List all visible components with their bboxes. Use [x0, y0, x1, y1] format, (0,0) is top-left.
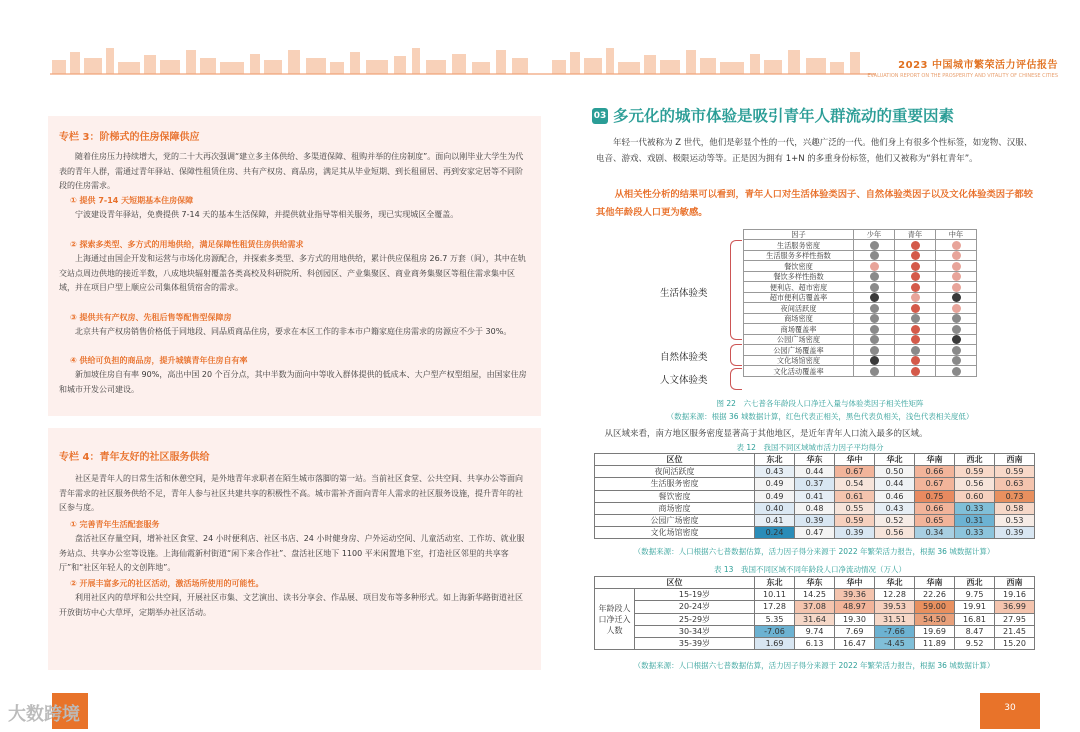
table12-cell: 0.50 [875, 466, 915, 478]
matrix-factor-label: 公园广场密度 [744, 334, 854, 345]
matrix-factor-label: 文化活动覆盖率 [744, 366, 854, 377]
matrix-cell [936, 292, 977, 303]
table12-header: 华东 [795, 454, 835, 466]
table12-cell: 0.40 [755, 502, 795, 514]
table12-cell: 0.43 [875, 502, 915, 514]
table12-cell: 0.56 [955, 478, 995, 490]
correlation-dot [870, 335, 879, 344]
correlation-dot [911, 241, 920, 250]
table13-cell: 39.53 [875, 601, 915, 613]
group-label-culture: 人文体验类 [660, 375, 708, 386]
matrix-cell [936, 271, 977, 282]
matrix-factor-label: 餐饮密度 [744, 261, 854, 272]
section-number-icon: 03 [592, 108, 608, 124]
matrix-cell [936, 303, 977, 314]
table13-cell: -4.45 [875, 637, 915, 649]
table13-row-label: 25-29岁 [635, 613, 755, 625]
correlation-dot [911, 293, 920, 302]
correlation-matrix [743, 229, 977, 377]
table13-cell: 36.99 [995, 601, 1035, 613]
correlation-dot [952, 241, 961, 250]
table-row [595, 637, 1035, 649]
matrix-cell [936, 366, 977, 377]
table13-header: 西北 [955, 577, 995, 589]
correlation-dot [952, 262, 961, 271]
table12-cell: 0.49 [755, 490, 795, 502]
correlation-dot [870, 251, 879, 260]
correlation-dot [952, 346, 961, 355]
matrix-row [744, 250, 977, 261]
table12-cell: 0.53 [995, 514, 1035, 526]
matrix-row [744, 334, 977, 345]
table-row [595, 502, 1035, 514]
correlation-dot [870, 283, 879, 292]
table13-cell: 21.45 [995, 625, 1035, 637]
matrix-row [744, 366, 977, 377]
matrix-row [744, 324, 977, 335]
matrix-cell [895, 313, 936, 324]
table12-cell: 0.37 [795, 478, 835, 490]
table12-cell: 0.33 [955, 527, 995, 539]
table12-cell: 0.66 [915, 466, 955, 478]
report-title: 2023 中国城市繁荣活力评估报告 [898, 60, 1058, 71]
table-13-source: （数据来源：人口根据六七普数据估算，活力因子得分来源于 2022 年繁荣活力报告，根据 36 城数据计算） [633, 661, 995, 670]
table12-cell: 0.73 [995, 490, 1035, 502]
table13-row-label: 20-24岁 [635, 601, 755, 613]
box3-title: 专栏 3：阶梯式的住房保障供应 [59, 132, 200, 143]
table12-cell: 0.39 [795, 514, 835, 526]
correlation-dot [911, 335, 920, 344]
table12-row-label: 商场密度 [595, 502, 755, 514]
box3-subhead-4: ④ 供给可负担的商品房，提升城镇青年住房自有率 [70, 356, 248, 365]
box4-subhead-2: ② 开展丰富多元的社区活动，激活场所使用的可能性。 [70, 579, 264, 588]
correlation-dot [911, 262, 920, 271]
table13-cell: 14.25 [795, 589, 835, 601]
matrix-row [744, 345, 977, 356]
correlation-dot [870, 367, 879, 376]
correlation-dot [952, 367, 961, 376]
correlation-dot [952, 325, 961, 334]
table12-cell: 0.61 [835, 490, 875, 502]
table-row [595, 601, 1035, 613]
table12-cell: 0.31 [955, 514, 995, 526]
sidebar-boxes [48, 116, 541, 670]
table-row [595, 466, 1035, 478]
table13-header: 华北 [875, 577, 915, 589]
table12-cell: 0.63 [995, 478, 1035, 490]
brace-nature [730, 344, 742, 366]
box3-paragraph-5: 新加坡住房自有率 90%，高出中国 20 个百分点，其中半数为面向中等收入群体提供的低成本、大户型产权型组屋，由国家住房和城市开发公司建设。 [59, 370, 527, 394]
matrix-header-cell: 因子 [744, 230, 854, 240]
table-row [595, 613, 1035, 625]
box3-paragraph: 随着住房压力持续增大，党的二十大再次强调“建立多主体供给、多渠道保障、租购并举的住房制度”。面向以刚毕业大学生为代表的青年人群，需通过青年驿站、保障性租赁住房、共有产权房、商品房，满足其从毕业短期、到长租留居、再到安家定居等不同阶段的住房需求。 [59, 152, 524, 190]
matrix-row [744, 292, 977, 303]
figure-22-source: （数据来源：根据 36 城数据计算，红色代表正相关，黑色代表负相关，浅色代表相关度低） [666, 412, 974, 421]
correlation-dot [870, 272, 879, 281]
matrix-cell [936, 355, 977, 366]
table13-header: 西南 [995, 577, 1035, 589]
box3-subhead-3: ③ 提供共有产权房、先租后售等配售型保障房 [70, 313, 232, 322]
table12-cell: 0.39 [995, 527, 1035, 539]
matrix-cell [895, 292, 936, 303]
matrix-cell [895, 355, 936, 366]
table13-header: 区位 [595, 577, 755, 589]
table13-cell: 19.91 [955, 601, 995, 613]
table13-cell: 31.51 [875, 613, 915, 625]
table13-row-label: 15-19岁 [635, 589, 755, 601]
table12-header: 华中 [835, 454, 875, 466]
box3-subhead-1: ① 提供 7-14 天短期基本住房保障 [70, 196, 194, 205]
table12-header: 东北 [755, 454, 795, 466]
matrix-factor-label: 商场密度 [744, 313, 854, 324]
box3-subhead-2: ② 探索多类型、多方式的用地供给，满足保障性租赁住房供给需求 [70, 240, 304, 249]
matrix-cell [895, 334, 936, 345]
matrix-factor-label: 超市便利店覆盖率 [744, 292, 854, 303]
correlation-dot [952, 356, 961, 365]
table13-cell: 9.75 [955, 589, 995, 601]
table12-cell: 0.39 [835, 527, 875, 539]
table-12-caption: 表 12 我国不同区域城市活力因子平均得分 [736, 443, 884, 452]
matrix-cell [854, 261, 895, 272]
correlation-dot [911, 251, 920, 260]
matrix-cell [854, 240, 895, 251]
table-row [595, 514, 1035, 526]
matrix-cell [854, 303, 895, 314]
matrix-cell [854, 324, 895, 335]
correlation-dot [870, 304, 879, 313]
box4-subhead-1: ① 完善青年生活配套服务 [70, 520, 160, 529]
matrix-cell [895, 282, 936, 293]
table13-cell: 54.50 [915, 613, 955, 625]
table13-cell: 9.52 [955, 637, 995, 649]
table13-cell: 1.69 [755, 637, 795, 649]
table13-header: 华东 [795, 577, 835, 589]
table13-cell: 10.11 [755, 589, 795, 601]
matrix-cell [895, 345, 936, 356]
matrix-header-cell: 青年 [895, 230, 936, 240]
matrix-row [744, 282, 977, 293]
matrix-cell [895, 261, 936, 272]
table13-cell: 15.20 [995, 637, 1035, 649]
table13-cell: 12.28 [875, 589, 915, 601]
table12-cell: 0.47 [795, 527, 835, 539]
figure-22-caption: 图 22 六七普各年龄段人口净迁入量与体验类因子相关性矩阵 [716, 399, 924, 408]
table12-cell: 0.59 [955, 466, 995, 478]
table13-cell: 22.26 [915, 589, 955, 601]
correlation-dot [911, 283, 920, 292]
table-13 [594, 576, 1035, 650]
correlation-dot [952, 335, 961, 344]
matrix-cell [895, 324, 936, 335]
box-divider [48, 416, 541, 428]
matrix-factor-label: 生活服务密度 [744, 240, 854, 251]
table13-cell: 16.47 [835, 637, 875, 649]
matrix-cell [895, 366, 936, 377]
table12-row-label: 文化场馆密度 [595, 527, 755, 539]
matrix-row [744, 271, 977, 282]
matrix-row [744, 240, 977, 251]
table13-cell: 37.08 [795, 601, 835, 613]
table13-cell: 7.69 [835, 625, 875, 637]
matrix-cell [936, 261, 977, 272]
matrix-cell [936, 345, 977, 356]
matrix-factor-label: 文化场馆密度 [744, 355, 854, 366]
table12-row-label: 公园广场密度 [595, 514, 755, 526]
table12-cell: 0.59 [835, 514, 875, 526]
key-finding-paragraph: 从相关性分析的结果可以看到，青年人口对生活体验类因子、自然体验类因子以及文化体验类因子都较其他年龄段人口更为敏感。 [596, 189, 1033, 218]
matrix-cell [854, 250, 895, 261]
matrix-cell [895, 250, 936, 261]
matrix-cell [854, 282, 895, 293]
matrix-factor-label: 商场覆盖率 [744, 324, 854, 335]
matrix-factor-label: 公园广场覆盖率 [744, 345, 854, 356]
table12-row-label: 餐饮密度 [595, 490, 755, 502]
correlation-dot [911, 346, 920, 355]
correlation-dot [911, 356, 920, 365]
matrix-header-cell: 少年 [854, 230, 895, 240]
box4-paragraph-2: 盘活社区存量空间，增补社区食堂、24 小时便利店、社区书店、24 小时健身房、户外运动空间、儿童活动室、工作坊、就业服务站点、共享办公室等设施。上海仙霞新村街道“闲下来合作社”、盘活社区地下 1100 平米闲置地下室，打造社区邻里的共享客厅”和“社区年轻人的文创阵地”。 [59, 534, 525, 572]
report-header [867, 56, 1058, 79]
matrix-cell [895, 240, 936, 251]
matrix-cell [936, 324, 977, 335]
box3-paragraph-3: 上海通过由国企开发和运营与市场化房源配合，并探索多类型、多方式的用地供给，累计供应保租房 26.7 万套（间），其中在轨交站点周边供地的接近半数，八成地块辐射覆盖各类高校及科研院所、科创园区、产业集聚区、商业商务集聚区等租住需求集中区域，并在项目户型上顺应公司集体租赁宿舍的需求。 [59, 254, 526, 292]
table-row [595, 625, 1035, 637]
table13-cell: 16.81 [955, 613, 995, 625]
correlation-dot [952, 283, 961, 292]
table13-cell: 59.00 [915, 601, 955, 613]
correlation-dot [952, 304, 961, 313]
matrix-row [744, 313, 977, 324]
matrix-cell [936, 313, 977, 324]
table13-group-label: 年龄段人口净迁入人数 [595, 589, 635, 650]
correlation-dot [870, 314, 879, 323]
correlation-dot [952, 251, 961, 260]
region-paragraph: 从区域来看，南方地区服务密度显著高于其他地区，是近年青年人口流入最多的区域。 [604, 429, 928, 439]
table13-cell: 8.47 [955, 625, 995, 637]
table12-row-label: 夜间活跃度 [595, 466, 755, 478]
table12-header: 华南 [915, 454, 955, 466]
matrix-cell [895, 303, 936, 314]
table12-cell: 0.59 [995, 466, 1035, 478]
table12-cell: 0.58 [995, 502, 1035, 514]
matrix-factor-label: 生活服务多样性指数 [744, 250, 854, 261]
correlation-dot [952, 314, 961, 323]
section-title: 多元化的城市体验是吸引青年人群流动的重要因素 [613, 107, 955, 125]
correlation-dot [952, 272, 961, 281]
table12-cell: 0.65 [915, 514, 955, 526]
table12-cell: 0.41 [755, 514, 795, 526]
intro-paragraph: 年轻一代被称为 Z 世代，他们是彰显个性的一代，兴趣广泛的一代。他们身上有很多个性标签，如宠物、汉服、电音、游戏、戏剧、极限运动等等。正是因为拥有 1+N 的多重身份标签，他们又被称为“斜杠青年”。 [596, 138, 1033, 164]
box4-title: 专栏 4：青年友好的社区服务供给 [59, 452, 210, 463]
table13-cell: 27.95 [995, 613, 1035, 625]
table12-header: 西北 [955, 454, 995, 466]
table12-cell: 0.75 [915, 490, 955, 502]
table12-header: 华北 [875, 454, 915, 466]
table-13-caption: 表 13 我国不同区域不同年龄段人口净流动情况（万人） [714, 565, 906, 574]
table13-cell: 17.28 [755, 601, 795, 613]
table13-cell: 11.89 [915, 637, 955, 649]
matrix-cell [854, 313, 895, 324]
table13-cell: -7.06 [755, 625, 795, 637]
box3-paragraph-2: 宁波建设青年驿站，免费提供 7-14 天的基本生活保障，并提供就业指导等相关服务，现已实现城区全覆盖。 [75, 210, 459, 219]
box4-paragraph-3: 利用社区内的草坪和公共空间，开展社区市集、文艺演出、读书分享会、作品展、项目发布等多种形式。如上海新华路街道社区开放街坊中心大草坪，定期举办社区活动。 [59, 593, 523, 617]
page-number: 30 [980, 693, 1040, 729]
table12-cell: 0.49 [755, 478, 795, 490]
table12-header: 西南 [995, 454, 1035, 466]
table12-cell: 0.44 [875, 478, 915, 490]
table12-cell: 0.54 [835, 478, 875, 490]
table12-cell: 0.66 [915, 502, 955, 514]
table13-cell: -7.66 [875, 625, 915, 637]
table13-cell: 6.13 [795, 637, 835, 649]
matrix-cell [854, 345, 895, 356]
matrix-row [744, 261, 977, 272]
brace-culture [730, 368, 742, 390]
correlation-dot [870, 356, 879, 365]
table12-cell: 0.52 [875, 514, 915, 526]
table-row [595, 490, 1035, 502]
matrix-cell [854, 355, 895, 366]
table12-cell: 0.67 [915, 478, 955, 490]
table12-header: 区位 [595, 454, 755, 466]
matrix-cell [936, 282, 977, 293]
table12-cell: 0.41 [795, 490, 835, 502]
table12-row-label: 生活服务密度 [595, 478, 755, 490]
table12-cell: 0.33 [955, 502, 995, 514]
matrix-cell [854, 271, 895, 282]
table12-cell: 0.60 [955, 490, 995, 502]
table13-header: 华南 [915, 577, 955, 589]
matrix-factor-label: 便利店、超市密度 [744, 282, 854, 293]
table12-cell: 0.43 [755, 466, 795, 478]
table-row [595, 478, 1035, 490]
table13-cell: 5.35 [755, 613, 795, 625]
matrix-row [744, 303, 977, 314]
table12-cell: 0.67 [835, 466, 875, 478]
table13-row-label: 35-39岁 [635, 637, 755, 649]
correlation-dot [952, 293, 961, 302]
matrix-cell [936, 250, 977, 261]
table-row [595, 589, 1035, 601]
matrix-row [744, 355, 977, 366]
box3-paragraph-4: 北京共有产权房销售价格低于同地段、同品质商品住房，要求在本区工作的非本市户籍家庭住房需求的房源应不少于 30%。 [75, 327, 512, 336]
table13-header: 东北 [755, 577, 795, 589]
group-label-life: 生活体验类 [660, 288, 708, 299]
correlation-dot [870, 325, 879, 334]
table12-cell: 0.24 [755, 527, 795, 539]
correlation-dot [870, 241, 879, 250]
box4-paragraph: 社区是青年人的日常生活和休憩空间，是外地青年求职者在陌生城市落脚的第一站。当前社区食堂、公共空间、共享办公等面向青年需求的社区服务供给不足，青年人参与社区共建共享的积极性不高。城市需补齐面向青年人需求的社区服务设施，提升青年的社区参与度。 [59, 474, 523, 512]
correlation-dot [870, 346, 879, 355]
table13-row-label: 30-34岁 [635, 625, 755, 637]
matrix-cell [936, 240, 977, 251]
table12-cell: 0.55 [835, 502, 875, 514]
brace-life [730, 240, 742, 340]
matrix-cell [854, 292, 895, 303]
group-label-nature: 自然体验类 [660, 352, 708, 363]
table13-cell: 19.30 [835, 613, 875, 625]
correlation-dot [911, 314, 920, 323]
table12-cell: 0.56 [875, 527, 915, 539]
matrix-header-cell: 中年 [936, 230, 977, 240]
table13-cell: 19.69 [915, 625, 955, 637]
matrix-cell [895, 271, 936, 282]
correlation-dot [870, 262, 879, 271]
correlation-dot [911, 367, 920, 376]
matrix-cell [854, 334, 895, 345]
table12-cell: 0.44 [795, 466, 835, 478]
table13-cell: 31.64 [795, 613, 835, 625]
table13-cell: 39.36 [835, 589, 875, 601]
correlation-dot [911, 325, 920, 334]
watermark: 大数跨境 [8, 704, 80, 725]
matrix-factor-label: 夜间活跃度 [744, 303, 854, 314]
table-12-source: （数据来源：人口根据六七普数据估算，活力因子得分来源于 2022 年繁荣活力报告，根据 36 城数据计算） [633, 547, 995, 556]
table-12 [594, 453, 1035, 539]
table12-cell: 0.46 [875, 490, 915, 502]
table13-cell: 19.16 [995, 589, 1035, 601]
table13-cell: 9.74 [795, 625, 835, 637]
report-subtitle: EVALUATION REPORT ON THE PROSPERITY AND VITALITY OF CHINESE CITIES [867, 73, 1058, 79]
table13-header: 华中 [835, 577, 875, 589]
table13-cell: 48.97 [835, 601, 875, 613]
matrix-cell [936, 334, 977, 345]
matrix-factor-label: 餐饮多样性指数 [744, 271, 854, 282]
correlation-dot [911, 272, 920, 281]
correlation-dot [870, 293, 879, 302]
correlation-dot [911, 304, 920, 313]
matrix-cell [854, 366, 895, 377]
table12-cell: 0.34 [915, 527, 955, 539]
table12-cell: 0.48 [795, 502, 835, 514]
table-row [595, 527, 1035, 539]
